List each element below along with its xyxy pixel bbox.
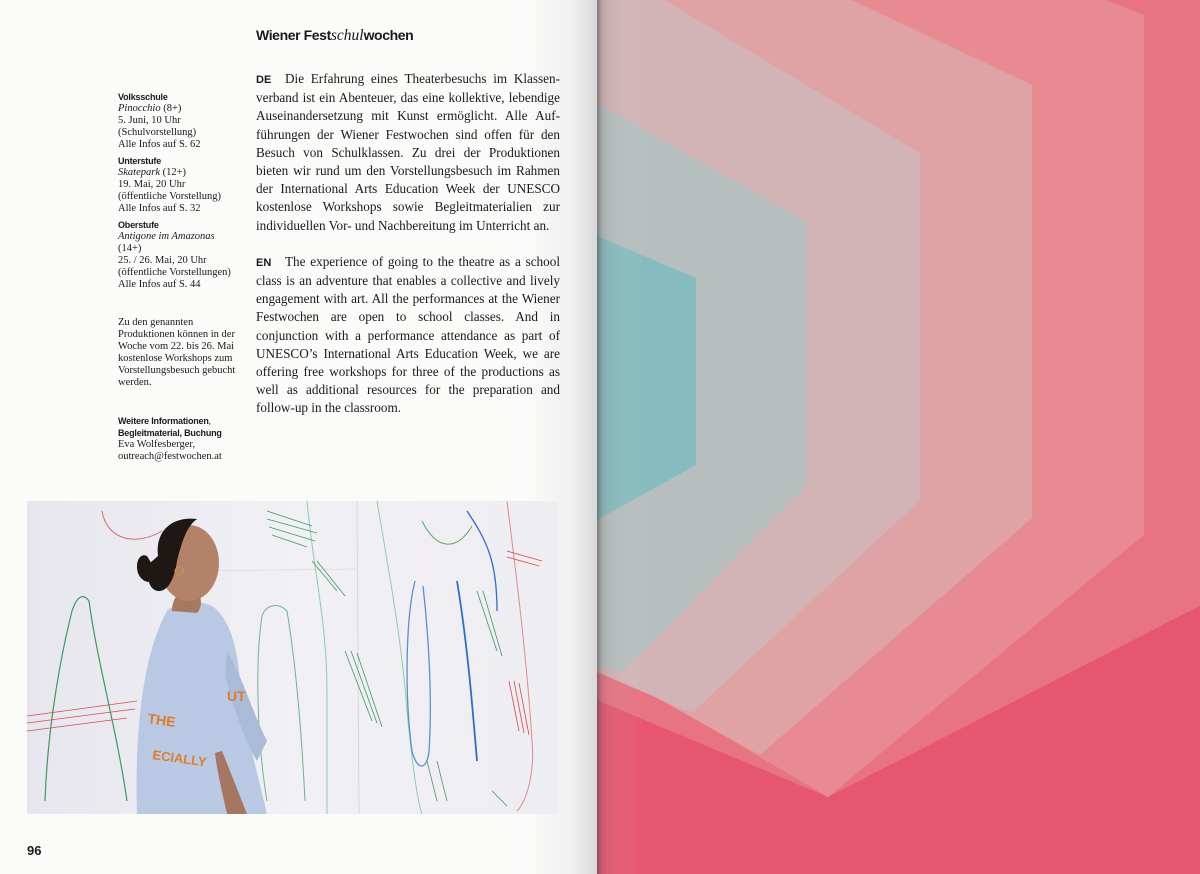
svg-text:THE: THE (146, 710, 177, 730)
program-info: Alle Infos auf S. 44 (118, 279, 201, 290)
text-de: Die Erfahrung eines Theaterbesuchs im Klassenverband ist ein Abenteuer, das eine kollektive, lebendige Auseinandersetzung mit Kunst ermöglicht. Alle Aufführungen der Wiener Festwochen sind offen für den Besuch von Schulklassen. Zu drei der Produktionen bieten wir rund um den Vorstellungsbesuch im Rahmen der International Arts Education Week der UNESCO kostenlose Workshops sowie Begleitmaterialien zur individuellen Vor- und Nachbereitung im Unterricht an. (256, 71, 560, 233)
body-text (256, 70, 560, 436)
program-info: Alle Infos auf S. 32 (118, 203, 201, 214)
running-head-part3: wochen (363, 27, 414, 43)
right-page-artwork (597, 0, 1200, 874)
svg-text:UT: UT (227, 688, 246, 704)
program-title: Pinocchio (118, 103, 161, 114)
sidebar-info (118, 91, 248, 463)
workshop-note: Zu den genannten Produktionen können in der Woche vom 22. bis 26. Mai kostenlose Workshops zum Vorstellungsbesuch gebucht werden. (118, 317, 236, 388)
running-head (256, 27, 413, 45)
running-head-part1: Wiener Fest (256, 27, 331, 43)
contact-label-2: Begleitmaterial, Buchung (118, 428, 222, 438)
program-type: (öffentliche Vorstellungen) (118, 267, 231, 278)
program-level: Oberstufe (118, 220, 159, 230)
program-age: (14+) (118, 243, 142, 254)
program-info: Alle Infos auf S. 62 (118, 139, 201, 150)
paragraph-en (256, 253, 560, 418)
contact-email[interactable]: outreach@festwochen.at (118, 451, 222, 462)
program-age: (8+) (160, 103, 182, 114)
contact-name: Eva Wolfesberger, (118, 439, 196, 450)
lang-tag-en: EN (256, 256, 272, 269)
program-type: (Schulvorstellung) (118, 127, 197, 138)
program-age: (12+) (160, 167, 187, 178)
program-date: 25. / 26. Mai, 20 Uhr (118, 255, 207, 266)
program-unterstufe (118, 155, 248, 215)
running-head-italic: schul (330, 27, 364, 44)
program-title: Antigone im Amazonas (118, 231, 215, 242)
nested-hexagon-graphic (597, 0, 1200, 874)
contact-label-1: Weitere Informationen (118, 416, 209, 426)
program-level: Volksschule (118, 92, 168, 102)
text-en: The experience of going to the theatre as a school class is an adventure that enables a collective and lively engagement with art. All the performances at the Wiener Festwochen are open to school classes. And in conjunction with a performance attendance as part of UNESCO’s International Arts Education Week, we are offering free workshops for three of the productions as well as additional resources for the preparation and follow-up in the classroom. (256, 253, 560, 416)
paragraph-de (256, 70, 560, 235)
program-title: Skatepark (118, 167, 160, 178)
left-page (0, 0, 597, 874)
contact-block: Weitere Informationen, Begleitmaterial, Buchung Eva Wolfesberger, outreach@festwochen.at (118, 415, 248, 463)
page-number: 96 (27, 843, 42, 858)
photo-illustration (27, 501, 558, 814)
svg-text:ECIALLY: ECIALLY (151, 747, 208, 770)
program-type: (öffentliche Vorstellung) (118, 191, 221, 202)
program-level: Unterstufe (118, 156, 162, 166)
program-volksschule (118, 91, 248, 151)
program-oberstufe (118, 219, 248, 291)
program-date: 19. Mai, 20 Uhr (118, 179, 186, 190)
classroom-photo (27, 501, 558, 814)
lang-tag-de: DE (256, 74, 272, 86)
program-date: 5. Juni, 10 Uhr (118, 115, 181, 126)
